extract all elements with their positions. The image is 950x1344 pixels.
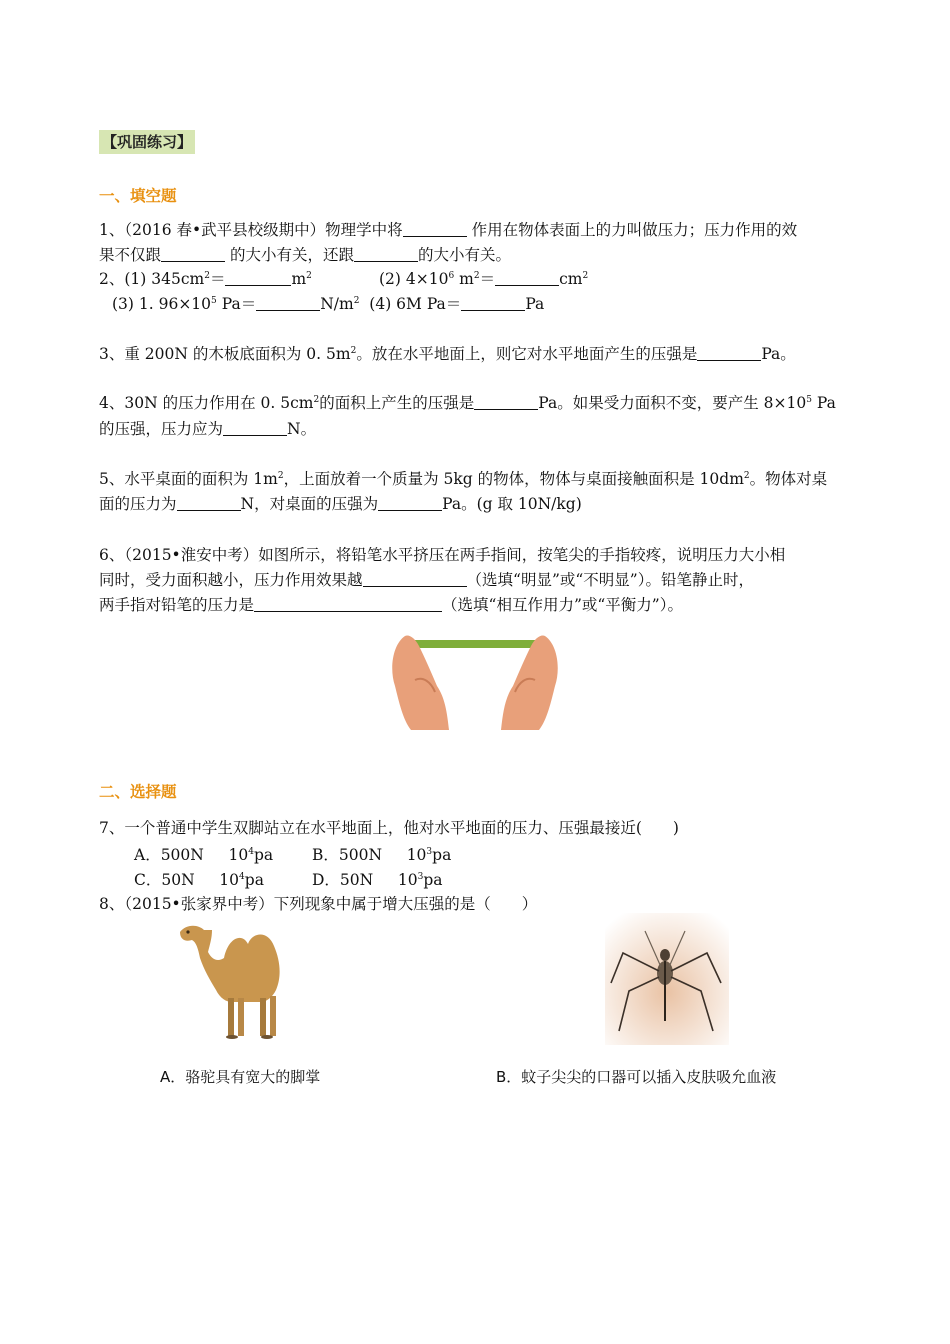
consolidation-practice-tag: 【巩固练习】 [99,130,195,154]
q2-text-c: m [291,270,307,288]
q7-option-a-unit: pa [253,846,274,864]
q5-text-f: Pa。(g 取 10N/kg) [442,495,582,513]
q5-text-c: 。物体对桌 [749,470,828,488]
q2-sup-a: 2 [204,271,210,281]
q2-text-e: m [459,270,474,288]
camel-body [180,926,280,1002]
q5-blank-1[interactable] [177,496,241,511]
q7-option-c[interactable] [134,868,264,890]
q6-line1: 6、（2015•淮安中考）如图所示，将铅笔水平挤压在两手指间，按笔尖的手指较疼，说明压力大小相 [99,546,786,564]
q1-blank-3[interactable] [354,247,418,262]
q5-text-b: ，上面放着一个质量为 5kg 的物体，物体与桌面接触面积是 10dm [283,470,744,488]
q3-text-a: 3、重 200N 的木板底面积为 0. 5m [99,345,351,363]
q7-option-a[interactable] [134,843,273,865]
q2-text-a: 2、(1) 345cm [99,270,205,288]
q6-text-c: （选填“明显”或“不明显”）。铅笔静止时， [466,571,754,589]
camel-leg-2 [238,998,244,1036]
q5-line1 [99,468,827,490]
q2-text-i: Pa＝ [221,295,257,313]
q4-text-e: 的压强，压力应为 [99,420,224,438]
q2-line1 [99,268,312,290]
q4-text-f: N。 [287,420,317,438]
q6-text-d: 两手指对铅笔的压力是 [99,596,255,614]
q1-line2 [99,244,511,266]
mosquito-head [660,949,670,961]
q2-text-k: (4) 6M Pa＝ [369,295,462,313]
q7-option-d-value: D．50N [312,871,374,889]
q7-option-b-unit: pa [432,846,452,864]
q2-blank-1[interactable] [225,271,291,286]
q2-sup-e: 2 [473,271,480,281]
q8-option-a[interactable]: A．骆驼具有宽大的脚掌 [160,1068,321,1086]
q2-text-h: (3) 1. 96×10 [112,295,212,313]
q2-text-l: Pa [525,295,545,313]
q2-sup-g: 2 [582,271,589,281]
q1-text-b: 作用在物体表面上的力叫做压力；压力作用的效 [471,221,798,239]
q2-sup-h: 5 [211,296,217,306]
q1-blank-1[interactable] [403,222,467,237]
camel-foot-2 [261,1035,273,1039]
q7-option-a-base: 10 [228,846,249,864]
q1-line1 [99,219,797,241]
q7-option-c-value: C．50N [134,871,195,889]
q5-text-e: N，对桌面的压强为 [240,495,379,513]
q2-blank-2[interactable] [495,271,559,286]
q7-option-b-exp: 3 [426,847,433,857]
q2-sup-d: 6 [448,271,455,281]
q5-text-a: 5、水平桌面的面积为 1m [99,470,278,488]
q1-blank-2[interactable] [161,247,225,262]
q7-option-b-base: 10 [406,846,427,864]
section-fill-in-blank: 一、填空题 [99,187,177,205]
camel-leg-4 [270,996,276,1036]
pencil-fingers-illustration [385,620,565,730]
q7-option-d[interactable] [312,868,443,890]
left-hand [392,635,449,730]
q6-blank-2[interactable] [254,597,442,612]
q3-blank[interactable] [697,346,761,361]
camel-illustration [172,918,300,1042]
q8-option-b[interactable]: B．蚊子尖尖的口器可以插入皮肤吸允血液 [496,1068,777,1086]
q7-option-d-exp: 3 [417,872,424,882]
q7-option-b[interactable] [312,843,451,865]
q2-sup-c: 2 [306,271,312,281]
camel-foot-1 [226,1035,238,1039]
q7-option-d-unit: pa [423,871,443,889]
q2-line2 [112,293,544,315]
q2-text-d: (2) 4×10 [379,270,449,288]
q5-blank-2[interactable] [378,496,442,511]
q4-text-a: 4、30N 的压力作用在 0. 5cm [99,394,314,412]
q6-text-e: （选填“相互作用力”或“平衡力”）。 [442,596,683,614]
q7-stem: 7、一个普通中学生双脚站立在水平地面上，他对水平地面的压力、压强最接近( ) [99,819,679,837]
q4-sup-c: 5 [806,395,812,405]
q4-line1 [99,392,836,414]
q7-option-c-unit: pa [244,871,264,889]
q1-text-e: 的大小有关。 [417,246,511,264]
q7-option-c-exp: 4 [239,872,245,882]
q6-text-b: 同时，受力面积越小，压力作用效果越 [99,571,363,589]
mosquito-illustration [605,913,729,1045]
section-multiple-choice: 二、选择题 [99,783,177,801]
q3-line [99,343,796,365]
q1-text-c: 果不仅跟 [99,246,162,264]
q4-blank-1[interactable] [474,395,538,410]
q7-option-d-base: 10 [397,871,418,889]
pencil-body [407,640,539,648]
q2-blank-3[interactable] [256,296,320,311]
q4-sup-a: 2 [313,395,320,405]
q7-option-a-value: A．500N [134,846,204,864]
q2-text-g: cm [559,270,583,288]
q5-sup-a: 2 [277,471,284,481]
q4-text-b: 的面积上产生的压强是 [319,394,475,412]
camel-leg-3 [260,998,266,1036]
q7-option-c-base: 10 [219,871,240,889]
q7-option-a-exp: 4 [248,847,254,857]
q3-sup-a: 2 [350,346,357,356]
q7-option-b-value: B．500N [312,846,383,864]
q2-sup-j: 2 [353,296,360,306]
q3-text-b: 。放在水平地面上，则它对水平地面产生的压强是 [356,345,698,363]
q5-text-d: 面的压力为 [99,495,177,513]
q2-text-f: ＝ [479,270,496,288]
q3-text-c: Pa。 [761,345,796,363]
q4-text-c: Pa。如果受力面积不变，要产生 8×10 [538,394,807,412]
q4-line2 [99,418,316,440]
right-hand [501,635,558,730]
q2-text-b: ＝ [209,270,226,288]
q5-sup-b: 2 [743,471,750,481]
q1-text-d: 的大小有关，还跟 [229,246,354,264]
camel-leg-1 [228,998,234,1036]
q2-line1-right [379,268,588,290]
q2-text-j: N/m [320,295,354,313]
q6-blank-1[interactable] [363,572,467,587]
q5-line2 [99,493,582,515]
q4-blank-2[interactable] [223,421,287,436]
q1-text-a: 1、（2016 春•武平县校级期中）物理学中将 [99,221,403,239]
q2-blank-4[interactable] [461,296,525,311]
q6-line3 [99,594,683,616]
q6-line2 [99,569,754,591]
q8-stem: 8、（2015•张家界中考）下列现象中属于增大压强的是（ ） [99,895,538,913]
q4-text-d: Pa [816,394,836,412]
